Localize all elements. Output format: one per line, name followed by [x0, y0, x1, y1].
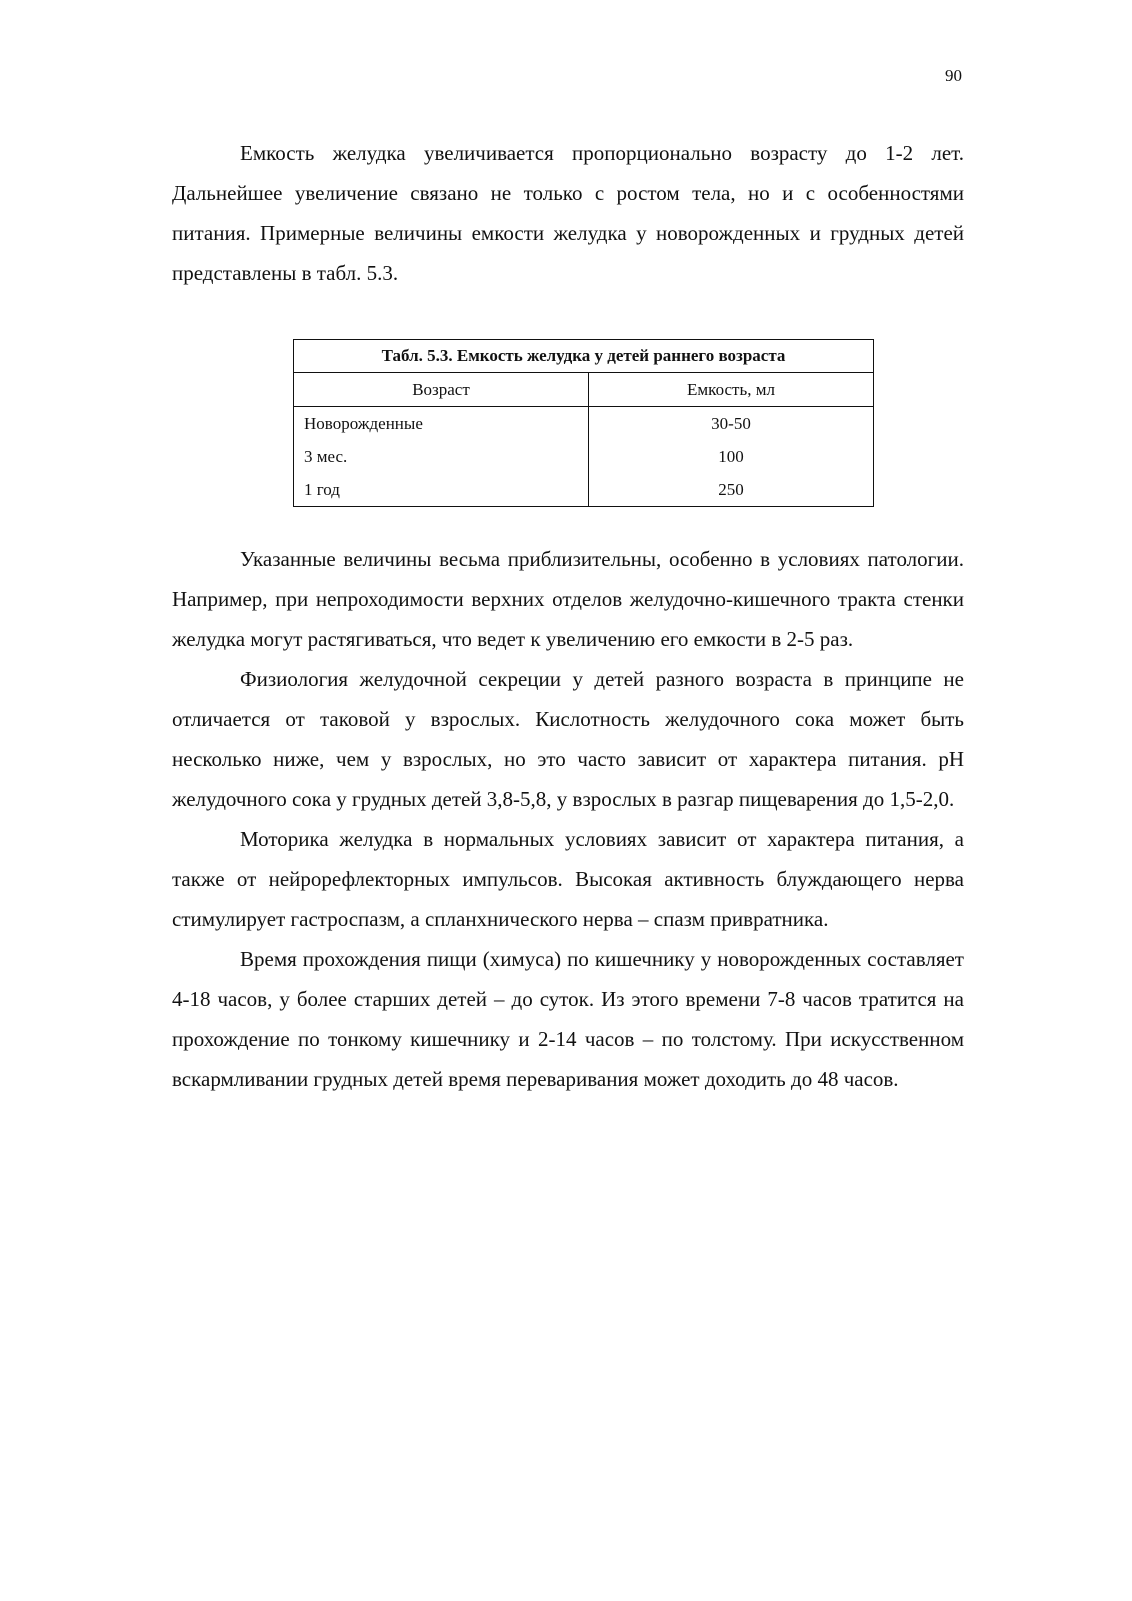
paragraph: Указанные величины весьма приблизительны, особенно в условиях патологии. Например, при непроходимости верхних отделов желудочно-кишечного тракта стенки желудка могут растягиваться, что ведет к увеличению его емкости в 2-5 раз.	[172, 547, 964, 651]
paragraph: Емкость желудка увеличивается пропорционально возрасту до 1-2 лет. Дальнейшее увеличение связано не только с ростом тела, но и с особенностями питания. Примерные величины емкости желудка у новорожденных и грудных детей представлены в табл. 5.3.	[172, 141, 964, 285]
table-header-capacity: Емкость, мл	[589, 373, 874, 407]
paragraph: Физиология желудочной секреции у детей разного возраста в принципе не отличается от таковой у взрослых. Кислотность желудочного сока может быть несколько ниже, чем у взрослых, но это часто зависит от характера питания. pH желудочного сока у грудных детей 3,8-5,8, у взрослых в разгар пищеварения до 1,5-2,0.	[172, 667, 964, 811]
table-row	[294, 407, 874, 441]
stomach-capacity-table	[293, 339, 874, 507]
table-cell-capacity: 100	[589, 440, 874, 473]
table-cell-age: Новорожденные	[294, 407, 589, 441]
paragraph: Моторика желудка в нормальных условиях зависит от характера питания, а также от нейрорефлекторных импульсов. Высокая активность блуждающего нерва стимулирует гастроспазм, а спланхнического нерва – спазм привратника.	[172, 827, 964, 931]
body-text-top	[172, 133, 964, 293]
table-cell-age: 3 мес.	[294, 440, 589, 473]
page-number: 90	[945, 66, 962, 85]
body-text-bottom	[172, 539, 964, 1099]
table-row	[294, 473, 874, 507]
table-cell-age: 1 год	[294, 473, 589, 507]
table-cell-capacity: 30-50	[589, 407, 874, 441]
table-header-age: Возраст	[294, 373, 589, 407]
table-caption: Табл. 5.3. Емкость желудка у детей раннего возраста	[294, 340, 874, 373]
table-cell-capacity: 250	[589, 473, 874, 507]
paragraph: Время прохождения пищи (химуса) по кишечнику у новорожденных составляет 4-18 часов, у более старших детей – до суток. Из этого времени 7-8 часов тратится на прохождение по тонкому кишечнику и 2-14 часов – по толстому. При искусственном вскармливании грудных детей время переваривания может доходить до 48 часов.	[172, 947, 964, 1091]
table-row	[294, 440, 874, 473]
